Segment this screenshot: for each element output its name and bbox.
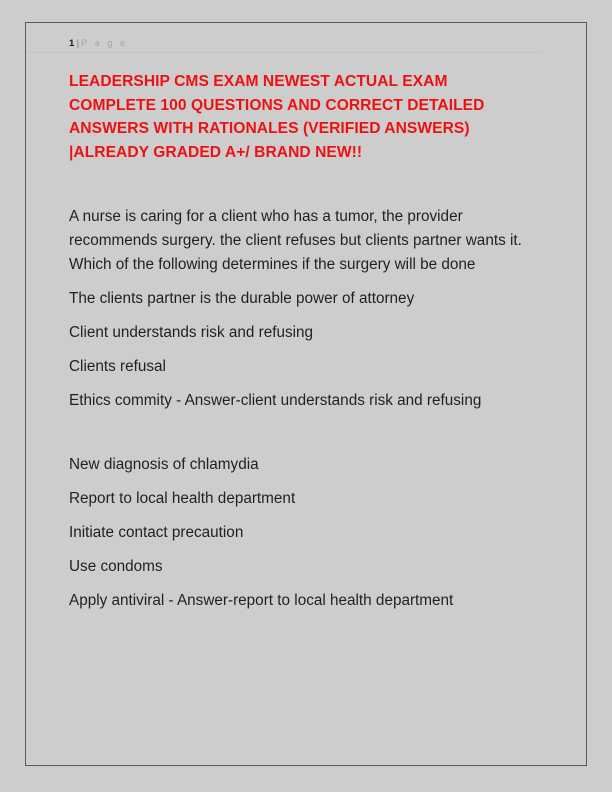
answer-option: Use condoms [69, 558, 163, 575]
page-label: P a g e [81, 38, 128, 48]
question-stem: A nurse is caring for a client who has a tumor, the provider recommends surgery. the client refuses but clients partner wants it. Which of the following determines if the surgery will be done [69, 208, 522, 273]
answer-option: The clients partner is the durable power of attorney [69, 290, 415, 307]
answer-option: Report to local health department [69, 490, 296, 507]
question-stem: New diagnosis of chlamydia [69, 456, 259, 473]
header-divider [26, 52, 541, 53]
answer-option: Clients refusal [69, 358, 166, 375]
answer-line: Ethics commity - Answer-client understands risk and refusing [69, 392, 482, 409]
document-content [69, 70, 543, 613]
answer-option: Initiate contact precaution [69, 524, 244, 541]
page-number: 1 [69, 38, 75, 49]
answer-option: Client understands risk and refusing [69, 324, 314, 341]
question-block-1 [69, 205, 543, 413]
header-separator: | [76, 38, 80, 49]
running-header [69, 33, 539, 49]
question-block-2 [69, 453, 543, 613]
answer-line: Apply antiviral - Answer-report to local health department [69, 592, 454, 609]
block-spacer [69, 413, 543, 453]
document-title: LEADERSHIP CMS EXAM NEWEST ACTUAL EXAM COMPLETE 100 QUESTIONS AND CORRECT DETAILED ANSWERS WITH RATIONALES (VERIFIED ANSWERS) |ALREADY GRADED A+/ BRAND NEW!! [69, 73, 485, 161]
